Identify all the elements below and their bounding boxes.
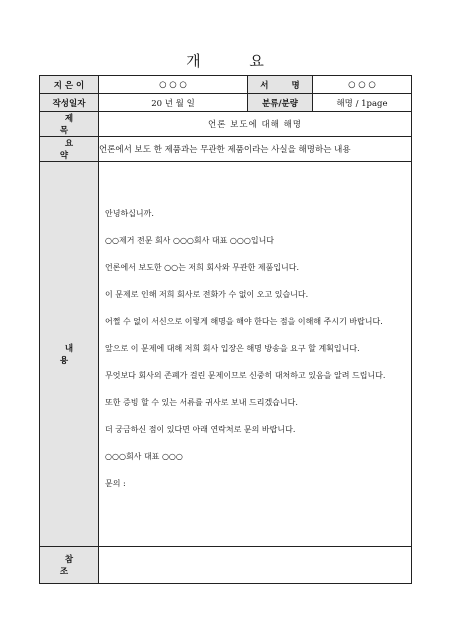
summary-row	[40, 137, 412, 162]
content-line: 이 문제로 인해 저희 회사로 전화가 수 없이 오고 있습니다.	[105, 290, 309, 299]
content-line: 앞으로 이 문제에 대해 저희 회사 입장은 해명 방송을 요구 할 계획입니다.	[105, 344, 360, 353]
subject-label: 제 목	[40, 112, 99, 137]
author-row	[40, 76, 412, 94]
content-line: 무엇보다 회사의 존폐가 걸린 문제이므로 신중히 대처하고 있음을 알려 드립니다.	[105, 371, 386, 380]
category-label: 분류/분량	[248, 94, 313, 112]
content-line: ○○○회사 대표 ○○○	[105, 452, 183, 461]
content-label: 내 용	[40, 162, 99, 547]
summary-form-table	[39, 75, 412, 584]
content-line: ○○제거 전문 회사 ○○○회사 대표 ○○○입니다	[105, 236, 275, 245]
content-line: 문의 :	[105, 479, 126, 488]
sign-value: ○ ○ ○	[313, 76, 412, 94]
reference-value	[99, 547, 412, 584]
content-line: 언론에서 보도한 ○○는 저희 회사와 무관한 제품입니다.	[105, 263, 300, 272]
content-line: 더 궁금하신 점이 있다면 아래 연락처로 문의 바랍니다.	[105, 425, 296, 434]
sign-label: 서 명	[248, 76, 313, 94]
document-title: 개 요	[186, 52, 286, 70]
content-body	[99, 162, 412, 547]
date-value: 20 년 월 일	[99, 94, 248, 112]
date-label: 작성일자	[40, 94, 99, 112]
reference-row	[40, 547, 412, 584]
content-row	[40, 162, 412, 547]
reference-label: 참 조	[40, 547, 99, 584]
author-label: 지 은 이	[40, 76, 99, 94]
summary-label: 요 약	[40, 137, 99, 162]
subject-row	[40, 112, 412, 137]
summary-value: 언론에서 보도 한 제품과는 무관한 제품이라는 사실을 해명하는 내용	[99, 137, 412, 162]
subject-value: 언론 보도에 대해 해명	[99, 112, 412, 137]
content-line: 안녕하십니까.	[105, 209, 154, 218]
author-value: ○ ○ ○	[99, 76, 248, 94]
content-line: 또한 증빙 할 수 있는 서류를 귀사로 보내 드리겠습니다.	[105, 398, 298, 407]
category-value: 해명 / 1page	[313, 94, 412, 112]
content-line: 어쩔 수 없이 서신으로 이렇게 해명을 해야 한다는 점을 이해해 주시기 바랍니다.	[105, 317, 383, 326]
date-row	[40, 94, 412, 112]
